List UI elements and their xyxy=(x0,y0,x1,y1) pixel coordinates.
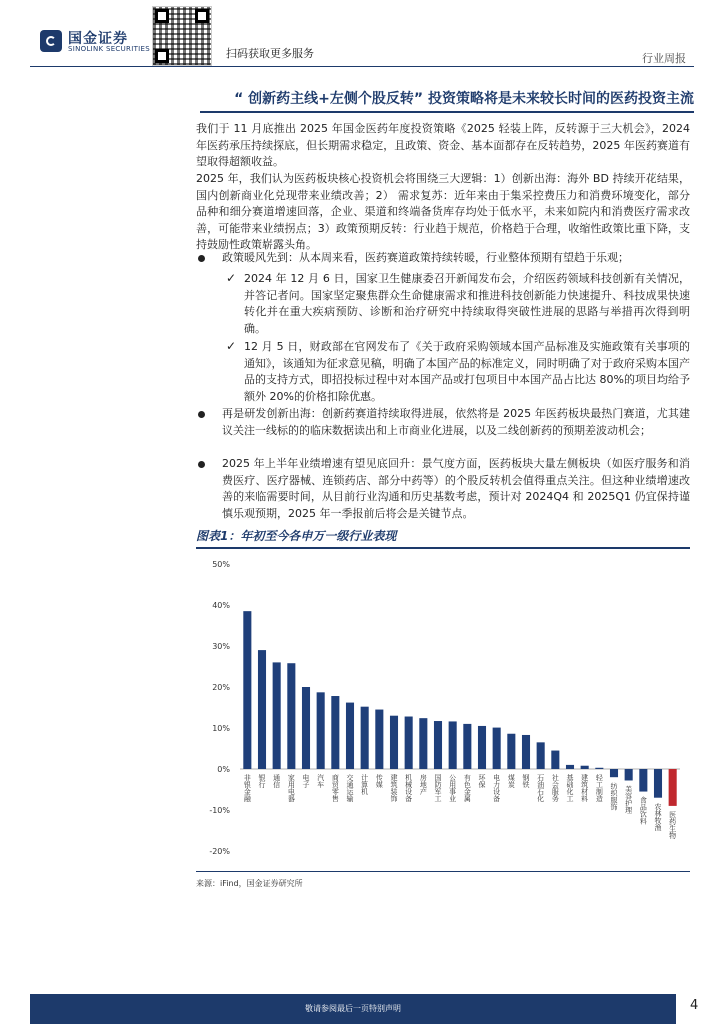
bar-基础化工 xyxy=(566,765,574,769)
bar-传媒 xyxy=(375,710,383,769)
company-name-en: SINOLINK SECURITIES xyxy=(68,45,150,53)
bar-建筑装饰 xyxy=(390,716,398,769)
x-tick-label: 食品饮料 xyxy=(639,796,648,825)
x-tick-label: 建筑材料 xyxy=(580,774,589,802)
bar-钢铁 xyxy=(522,735,530,769)
bar-医药生物 xyxy=(669,769,677,806)
x-tick-label: 电力设备 xyxy=(492,774,501,802)
x-tick-label: 纺织服饰 xyxy=(610,782,618,811)
bar-机械设备 xyxy=(405,717,413,769)
bar-公用事业 xyxy=(449,721,457,769)
bar-环保 xyxy=(478,726,486,769)
page-number: 4 xyxy=(690,998,699,1013)
x-tick-label: 环保 xyxy=(478,774,486,788)
header-divider xyxy=(30,66,694,67)
x-tick-label: 家用电器 xyxy=(287,774,296,802)
y-tick-label: -20% xyxy=(209,847,230,856)
bar-农林牧渔 xyxy=(654,769,662,798)
figure-top-divider xyxy=(196,547,690,549)
qr-code-icon[interactable] xyxy=(152,6,212,66)
x-tick-label: 轻工制造 xyxy=(595,774,604,802)
bar-建筑材料 xyxy=(581,766,589,769)
x-tick-label: 社会服务 xyxy=(551,774,560,802)
y-tick-label: 10% xyxy=(212,724,230,733)
title-underline xyxy=(200,111,694,113)
y-tick-label: 20% xyxy=(212,683,230,692)
y-tick-label: 30% xyxy=(212,642,230,651)
bar-计算机 xyxy=(361,707,369,769)
x-tick-label: 建筑装饰 xyxy=(390,774,398,802)
qr-finder-icon xyxy=(155,9,169,23)
x-tick-label: 钢铁 xyxy=(522,774,530,788)
x-tick-label: 农林牧渔 xyxy=(654,802,662,831)
x-tick-label: 机械设备 xyxy=(404,774,413,802)
qr-finder-icon xyxy=(155,49,169,63)
bullet-icon xyxy=(198,255,205,262)
x-tick-label: 美容护理 xyxy=(624,785,633,814)
x-tick-label: 电子 xyxy=(302,774,310,788)
x-tick-label: 商贸零售 xyxy=(331,774,340,802)
bullet-innovation: 再是研发创新出海：创新药赛道持续取得进展，依然将是 2025 年医药板块最热门赛道，尤其建议关注一线标的的临床数据读出和上市商业化进展，以及二线创新药的预期差波动机会； xyxy=(222,407,690,437)
x-tick-label: 有色金属 xyxy=(463,774,472,802)
x-tick-label: 通信 xyxy=(272,774,281,788)
bar-通信 xyxy=(273,662,281,769)
section-title: “ 创新药主线+左侧个股反转” 投资策略将是未来较长时间的医药投资主流 xyxy=(234,91,694,107)
checkmark-icon: ✓ xyxy=(226,339,237,353)
bar-社会服务 xyxy=(551,751,559,769)
x-tick-label: 房地产 xyxy=(419,774,428,795)
bar-电子 xyxy=(302,687,310,769)
checkmark-icon: ✓ xyxy=(226,271,237,285)
x-tick-label: 基础化工 xyxy=(566,774,574,802)
bar-国防军工 xyxy=(434,721,442,769)
y-tick-label: 40% xyxy=(212,601,230,610)
figure-bottom-divider xyxy=(196,871,690,872)
y-tick-label: 0% xyxy=(217,765,230,774)
bar-美容护理 xyxy=(625,769,633,780)
qr-caption: 扫码获取更多服务 xyxy=(226,47,314,60)
footer-disclaimer: 敬请参阅最后一页特别声明 xyxy=(305,1004,401,1013)
bar-电力设备 xyxy=(493,728,501,769)
bar-家用电器 xyxy=(287,663,295,769)
report-type: 行业周报 xyxy=(642,52,686,65)
x-tick-label: 传媒 xyxy=(375,774,384,788)
x-tick-label: 石油石化 xyxy=(536,774,545,802)
bar-房地产 xyxy=(419,718,427,769)
paragraph-logic: 2025 年，我们认为医药板块核心投资机会将围绕三大逻辑：1）创新出海：海外 BD 持续开花结果，国内创新商业化兑现带来业绩改善；2） 需求复苏：近年来由于集采控费压力和消费环境变化，部分品种和细分赛道增速回落，企业、渠道和终端备货库存均处于低水平，未来如院内和消费医疗需求改善，可能带来业绩拐点；3）政策预期反转：行业趋于规范，价格趋于合理，收缩性政策比重下降，支持鼓励性政策崭露头角。 xyxy=(196,172,690,252)
x-tick-label: 汽车 xyxy=(316,774,325,788)
x-tick-label: 非银金融 xyxy=(243,774,252,802)
x-tick-label: 煤炭 xyxy=(507,774,516,788)
bar-汽车 xyxy=(317,692,325,769)
bar-有色金属 xyxy=(463,724,471,769)
paragraph-intro: 我们于 11 月底推出 2025 年国金医药年度投资策略《2025 轻装上阵，反转源于三大机会》，2024 年医药承压持续探底，但长期需求稳定，且政策、资金、基本面都存在反转趋势，2025 年医药赛道有望取得超额收益。 xyxy=(196,122,690,169)
bar-食品饮料 xyxy=(639,769,647,792)
bar-石油石化 xyxy=(537,742,545,769)
sub-bullet-health-commission: 2024 年 12 月 6 日，国家卫生健康委召开新闻发布会，介绍医药领域科技创新有关情况，并答记者问。国家坚定聚焦群众生命健康需求和推进科技创新能力快速提升、科技成果快速转化并在重大疾病预防、诊断和治疗研究中持续取得突破性进展的思路与举措再次得到明确。 xyxy=(244,272,690,335)
x-tick-label: 国防军工 xyxy=(434,774,442,802)
figure-title: 图表1：年初至今各申万一级行业表现 xyxy=(196,529,397,543)
company-logo-icon xyxy=(40,30,62,52)
figure-source: 来源：iFind，国金证券研究所 xyxy=(196,879,303,888)
bar-银行 xyxy=(258,650,266,769)
bullet-icon xyxy=(198,461,205,468)
bar-轻工制造 xyxy=(595,768,603,769)
x-tick-label: 计算机 xyxy=(360,774,369,795)
bullet-earnings: 2025 年上半年业绩增速有望见底回升：景气度方面，医药板块大量左侧板块（如医疗服务和消费医疗、医疗器械、连锁药店、部分中药等）的个股反转机会值得重点关注。但这种业绩增速改善的来临需要时间，从目前行业沟通和历史基数考虑，预计对 2024Q4 和 2025Q1 仍宜保持谨慎乐观预期，2025 年一季报前后将会是关键节点。 xyxy=(222,457,690,520)
y-tick-label: -10% xyxy=(209,806,230,815)
bar-纺织服饰 xyxy=(610,769,618,777)
sub-bullet-finance-ministry: 12 月 5 日，财政部在官网发布了《关于政府采购领域本国产品标准及实施政策有关事项的通知》，该通知为征求意见稿，明确了本国产品的标准定义，同时明确了对于政府采购本国产品的支持方式，即招投标过程中对本国产品或打包项目中本国产品占比达 80%的项目均给予额外 20%的价格扣除优惠。 xyxy=(244,340,690,403)
bullet-icon xyxy=(198,411,205,418)
bar-chart xyxy=(196,552,690,868)
x-tick-label: 银行 xyxy=(258,774,266,788)
x-axis-labels xyxy=(243,773,677,840)
bar-非银金融 xyxy=(243,611,251,769)
bullet-policy: 政策暖风先到：从本周来看，医药赛道政策持续转暖，行业整体预期有望趋于乐观； xyxy=(222,251,629,264)
company-name-cn: 国金证券 xyxy=(68,31,128,47)
bar-交通运输 xyxy=(346,703,354,769)
qr-finder-icon xyxy=(195,9,209,23)
x-tick-label: 公用事业 xyxy=(448,774,457,802)
bar-商贸零售 xyxy=(331,696,339,769)
x-tick-label: 交通运输 xyxy=(346,774,354,802)
y-tick-label: 50% xyxy=(212,560,230,569)
bar-煤炭 xyxy=(507,734,515,769)
x-tick-label: 医药生物 xyxy=(668,810,677,839)
